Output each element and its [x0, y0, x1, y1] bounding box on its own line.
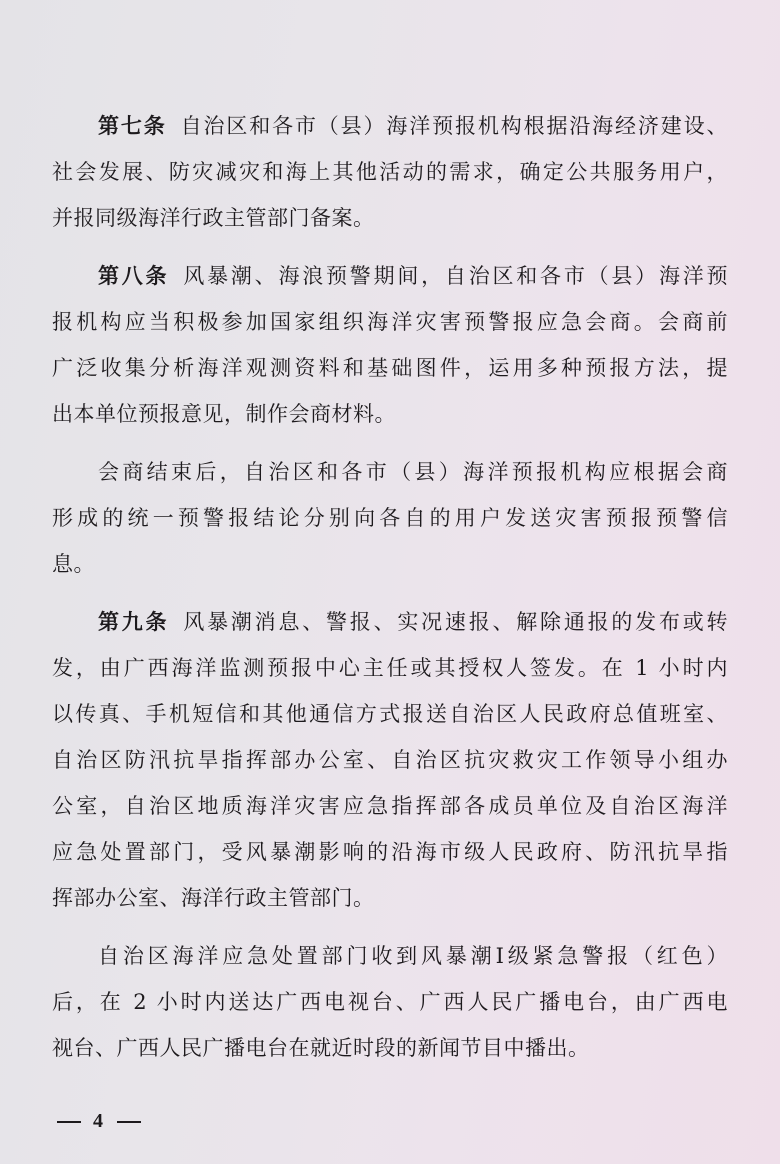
page-footer	[52, 1110, 146, 1133]
article-9-text-1: 风暴潮消息、警报、实况速报、解除通报的发布或转	[183, 610, 729, 634]
article-7-line-3: 并报同级海洋行政主管部门备案。	[52, 206, 375, 230]
article-8-line-1	[52, 253, 728, 299]
article-8-line-4: 出本单位预报意见，制作会商材料。	[52, 402, 396, 426]
article-9-p2-line-1: 自治区海洋应急处置部门收到风暴潮Ⅰ级紧急警报（红色）	[98, 944, 728, 968]
article-8-line-3: 广泛收集分析海洋观测资料和基础图件，运用多种预报方法，提	[52, 356, 728, 380]
article-9-line-6: 应急处置部门，受风暴潮影响的沿海市级人民政府、防汛抗旱指	[52, 840, 728, 864]
article-9-p2-line-3: 视台、广西人民广播电台在就近时段的新闻节目中播出。	[52, 1036, 590, 1060]
page-number: 4	[93, 1110, 105, 1132]
article-9-line-5: 公室，自治区地质海洋灾害应急指挥部各成员单位及自治区海洋	[52, 794, 728, 818]
footer-dash-left	[57, 1121, 81, 1123]
article-9-number: 第九条	[98, 609, 170, 634]
article-9-line-1	[52, 599, 728, 645]
article-9-p2-line-2: 后，在 2 小时内送达广西电视台、广西人民广播电台，由广西电	[52, 990, 728, 1014]
article-9-paragraph-1	[52, 599, 728, 921]
article-9-line-3: 以传真、手机短信和其他通信方式报送自治区人民政府总值班室、	[52, 702, 728, 726]
article-8-p2-line-3: 息。	[52, 552, 95, 576]
article-9-line-2: 发，由广西海洋监测预报中心主任或其授权人签发。在 1 小时内	[52, 656, 728, 680]
article-7-line-2: 社会发展、防灾减灾和海上其他活动的需求，确定公共服务用户，	[52, 160, 728, 184]
article-8-line-2: 报机构应当积极参加国家组织海洋灾害预警报应急会商。会商前	[52, 310, 728, 334]
article-7-text-1: 自治区和各市（县）海洋预报机构根据沿海经济建设、	[180, 114, 729, 138]
document-body	[52, 103, 728, 1071]
article-8-text-1: 风暴潮、海浪预警期间，自治区和各市（县）海洋预	[183, 264, 729, 288]
footer-dash-right	[117, 1121, 141, 1123]
article-8-p2-line-1: 会商结束后，自治区和各市（县）海洋预报机构应根据会商	[98, 460, 728, 484]
article-8-p2-line-2: 形成的统一预警报结论分别向各自的用户发送灾害预报预警信	[52, 506, 728, 530]
article-7-line-1	[52, 103, 728, 149]
article-9-line-7: 挥部办公室、海洋行政主管部门。	[52, 886, 375, 910]
article-8-paragraph-2	[52, 449, 728, 587]
article-8-number: 第八条	[98, 263, 170, 288]
article-8-paragraph-1	[52, 253, 728, 437]
article-7-number: 第七条	[98, 113, 167, 138]
article-7	[52, 103, 728, 241]
article-9-line-4: 自治区防汛抗旱指挥部办公室、自治区抗灾救灾工作领导小组办	[52, 748, 728, 772]
article-9-paragraph-2	[52, 933, 728, 1071]
